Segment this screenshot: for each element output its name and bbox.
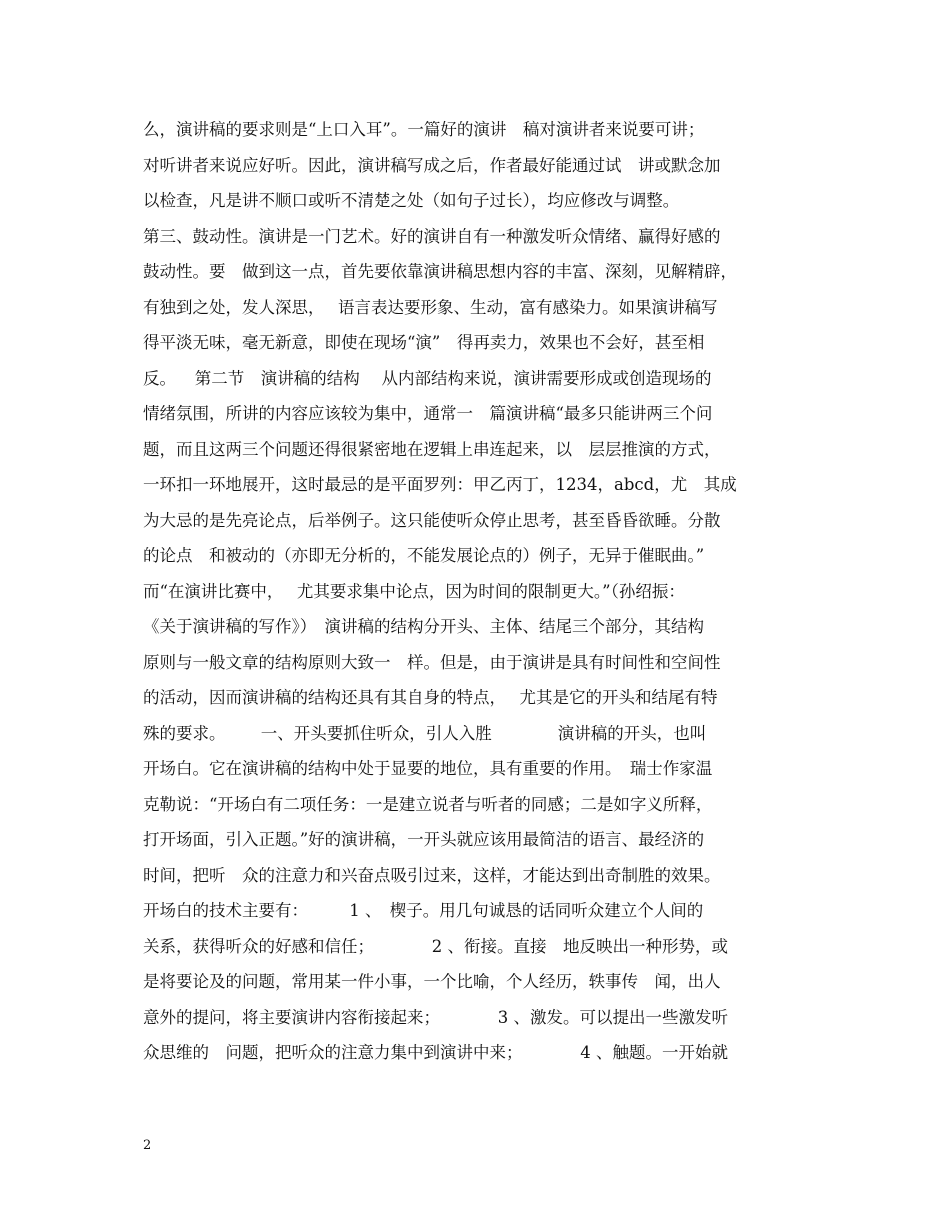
text-line: 对听讲者来说应好听。因此，演讲稿写成之后，作者最好能通过试 讲或默念加: [143, 155, 721, 175]
text-line: 鼓动性。要 做到这一点，首先要依靠演讲稿思想内容的丰富、深刻，见解精辟，: [143, 262, 737, 281]
text-line: 时间，把听 众的注意力和兴奋点吸引过来，这样，才能达到出奇制胜的效果。: [143, 865, 721, 885]
text-line: 的活动，因而演讲稿的结构还具有其自身的特点， 尤其是它的开头和结尾有特: [143, 688, 718, 707]
text-line: 而“在演讲比赛中， 尤其要求集中论点，因为时间的限制更大。”（孙绍振：: [143, 581, 685, 601]
text-line: 开场白的技术主要有： 1 、 楔子。用几句诚恳的话同听众建立个人间的: [143, 901, 704, 920]
text-line: 题，而且这两三个问题还得很紧密地在逻辑上串连起来，以 层层推演的方式，: [143, 439, 721, 459]
text-line: 众思维的 问题，把听众的注意力集中到演讲中来； 4 、触题。一开始就: [143, 1043, 728, 1062]
text-line: 第三、鼓动性。演讲是一门艺术。好的演讲自有一种激发听众情绪、赢得好感的: [143, 226, 721, 246]
text-line: 得平淡无味，毫无新意，即使在现场“演” 得再卖力，效果也不会好，甚至相: [143, 333, 705, 352]
text-line: 克勒说：“开场白有二项任务：一是建立说者与听者的同感；二是如字义所释，: [143, 794, 713, 814]
text-line: 情绪氛围，所讲的内容应该较为集中，通常一 篇演讲稿“最多只能讲两三个问: [143, 404, 713, 423]
text-line: 有独到之处，发人深思， 语言表达要形象、生动，富有感染力。如果演讲稿写: [143, 297, 718, 317]
text-line: 原则与一般文章的结构原则大致一 样。但是，由于演讲是具有时间性和空间性: [143, 652, 721, 672]
text-line: 么，演讲稿的要求则是“上口入耳”。一篇好的演讲 稿对演讲者来说要可讲；: [143, 120, 705, 139]
page-number: 2: [143, 1138, 152, 1153]
text-line: 以检查，凡是讲不顺口或听不清楚之处（如句子过长），均应修改与调整。: [143, 191, 680, 210]
text-line: 关系，获得听众的好感和信任； 2 、衔接。直接 地反映出一种形势，或: [143, 936, 728, 956]
body-text: [143, 112, 823, 1071]
text-line: 开场白。它在演讲稿的结构中处于显要的地位，具有重要的作用。 瑞士作家温: [143, 759, 713, 778]
text-line: 为大忌的是先亮论点，后举例子。这只能使听众停止思考，甚至昏昏欲睡。分散: [143, 510, 721, 530]
text-line: 殊的要求。 一、开头要抓住听众，引人入胜 演讲稿的开头，也叫: [143, 723, 707, 743]
text-line: 是将要论及的问题，常用某一件小事，一个比喻，个人经历，轶事传 闻，出人: [143, 972, 721, 991]
text-line: 反。 第二节 演讲稿的结构 从内部结构来说，演讲需要形成或创造现场的: [143, 368, 712, 388]
text-line: 打开场面，引入正题。”好的演讲稿，一开头就应该用最简洁的语言、最经济的: [143, 830, 705, 849]
text-line: 意外的提问，将主要演讲内容衔接起来； 3 、激发。可以提出一些激发听: [143, 1007, 728, 1027]
text-line: 《关于演讲稿的写作》） 演讲稿的结构分开头、主体、结尾三个部分，其结构: [143, 617, 704, 636]
text-line: 的论点 和被动的（亦即无分析的，不能发展论点的）例子，无异于催眠曲。”: [143, 546, 705, 565]
text-line: 一环扣一环地展开，这时最忌的是平面罗列：甲乙丙丁，1234，abcd，尤 其成: [143, 475, 737, 494]
